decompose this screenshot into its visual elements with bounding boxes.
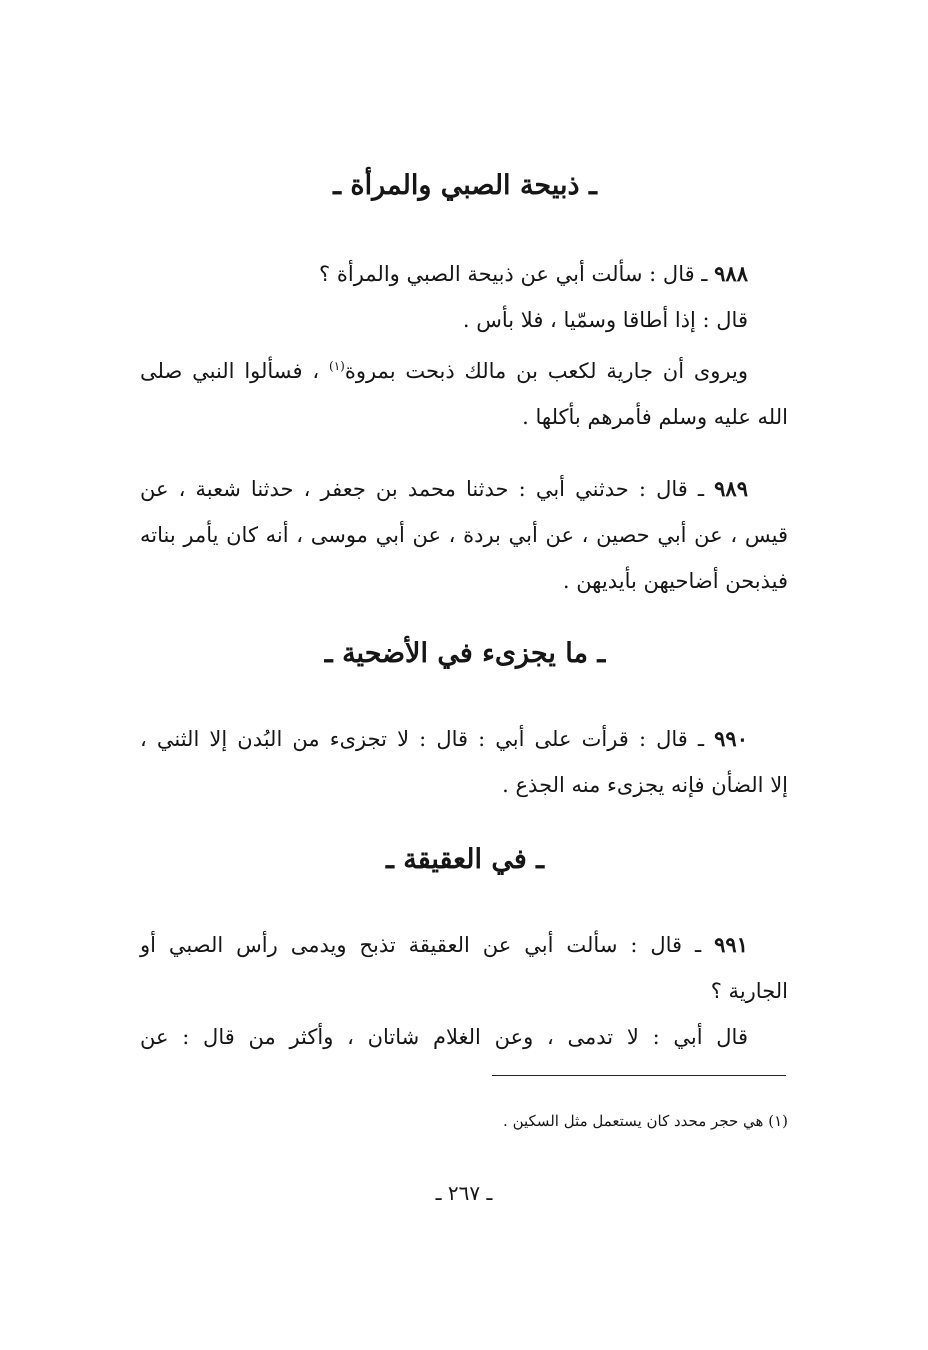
footnote-reference: (١) (329, 359, 345, 373)
entry-990-line-2: إلا الضأن فإنه يجزىء منه الجذع . (502, 773, 788, 797)
entry-number: ٩٩١ (714, 932, 748, 957)
entry-number: ٩٨٩ (714, 476, 748, 501)
entry-989-line-2: قيس ، عن أبي حصين ، عن أبي بردة ، عن أبي موسى ، أنه كان يأمر بناته (140, 523, 788, 547)
entry-991-line-2: الجارية ؟ (710, 979, 788, 1003)
entry-988-line-3 (140, 343, 788, 394)
section-heading-aqiqah: ـ في العقيقة ـ (385, 844, 545, 875)
entry-number: ٩٩٠ (714, 726, 748, 751)
entry-text: ـ قال : حدثني أبي : حدثنا محمد بن جعفر ، حدثنا شعبة ، عن (140, 477, 705, 501)
entry-text: ـ قال : قرأت على أبي : قال : لا تجزىء من البُدن إلا الثني ، (140, 727, 705, 751)
section-heading-slaughter-by-boy-and-woman: ـ ذبيحة الصبي والمرأة ـ (333, 170, 597, 201)
entry-988-line-2: قال : إذا أطاقا وسمّيا ، فلا بأس . (462, 308, 748, 332)
entry-991-line-3: قال أبي : لا تدمى ، وعن الغلام شاتان ، وأكثر من قال : عن (140, 1025, 748, 1049)
entry-988-line-4: الله عليه وسلم فأمرهم بأكلها . (522, 405, 788, 429)
entry-989 (140, 466, 788, 604)
entry-text: ـ قال : سألت أبي عن العقيقة تذبح ويدمى رأس الصبي أو (140, 933, 702, 957)
entry-989-line-3: فيذبحن أضاحيهن بأيديهن . (562, 569, 788, 593)
entry-988-line-1 (140, 251, 788, 297)
entry-number: ٩٨٨ (714, 261, 748, 286)
footnote-divider (492, 1075, 786, 1076)
entry-991 (140, 922, 788, 1060)
footnote: (١) هي حجر محدد كان يستعمل مثل السكين . (503, 1112, 788, 1130)
page-number: ـ ٢٦٧ ـ (435, 1181, 493, 1205)
entry-text: ويروى أن جارية لكعب بن مالك ذبحت بمروة (344, 359, 748, 383)
entry-990 (140, 716, 788, 808)
entry-990-line-1 (140, 716, 788, 762)
entry-989-line-1 (140, 466, 788, 512)
entry-text: ـ قال : سألت أبي عن ذبيحة الصبي والمرأة ؟ (319, 262, 708, 286)
section-heading-sacrifice-validity: ـ ما يجزىء في الأضحية ـ (324, 638, 606, 669)
entry-991-line-1 (140, 922, 788, 968)
entry-text: ، فسألوا النبي صلى (140, 359, 329, 383)
entry-988 (140, 251, 788, 440)
